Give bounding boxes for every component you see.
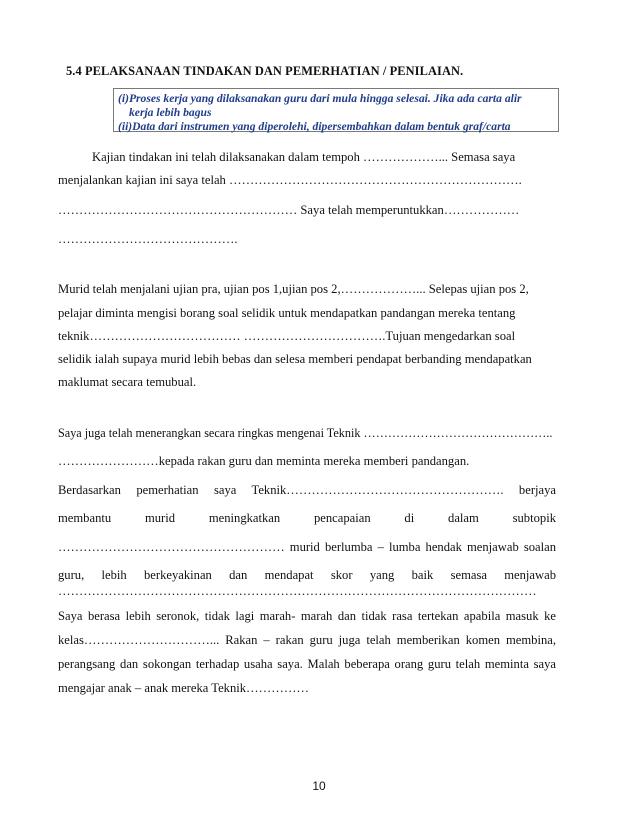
para2-line-4: selidik ialah supaya murid lebih bebas dan selesa memberi pendapat berbanding mendapatkan <box>58 352 532 366</box>
para3-line-5: ……………………………………………… murid berlumba – lumba hendak menjawab soalan <box>58 540 556 554</box>
para3-line-1: Saya juga telah menerangkan secara ringkas mengenai Teknik ……………………………………….. <box>58 426 553 440</box>
para3-line-4: membantu murid meningkatkan pencapaian di dalam subtopik <box>58 511 556 525</box>
para3-line-3: Berdasarkan pemerhatian saya Teknik……………………………………………. berjaya <box>58 483 556 497</box>
para3-line-2: ……………………kepada rakan guru dan meminta mereka memberi pandangan. <box>58 454 470 468</box>
para1-line-4: ……………………………………. <box>58 232 238 246</box>
para2-line-3: teknik……………………………… …………………………….Tujuan mengedarkan soal <box>58 329 516 343</box>
page-number: 10 <box>312 779 326 793</box>
para1-line-3: ………………………………………………… Saya telah memperuntukkan……………… <box>58 203 520 217</box>
para1-line-2: menjalankan kajian ini saya telah ……………………………………………………………. <box>58 173 522 187</box>
para3-line-6: guru, lebih berkeyakinan dan mendapat skor yang baik semasa menjawab <box>58 568 556 582</box>
para3-line-11: mengajar anak – anak mereka Teknik…………… <box>58 681 310 695</box>
para3-line-9: kelas…………………………... Rakan – rakan guru juga telah memberikan komen membina, <box>58 633 556 647</box>
para3-line-7: …………………………………………………………………………………………………… <box>58 584 537 598</box>
instruction-box <box>113 88 559 132</box>
para2-line-2: pelajar diminta mengisi borang soal selidik untuk mendapatkan pandangan mereka tentang <box>58 306 516 320</box>
instruction-note-1: (i)Proses kerja yang dilaksanakan guru dari mula hingga selesai. Jika ada carta alir <box>118 92 522 105</box>
instruction-note-2: (ii)Data dari instrumen yang diperolehi, dipersembahkan dalam bentuk graf/carta <box>118 120 511 133</box>
para2-line-1: Murid telah menjalani ujian pra, ujian pos 1,ujian pos 2,………………... Selepas ujian pos 2, <box>58 282 529 296</box>
para1-line-1: Kajian tindakan ini telah dilaksanakan dalam tempoh ………………... Semasa saya <box>92 150 516 164</box>
para3-line-8: Saya berasa lebih seronok, tidak lagi marah- marah dan tidak rasa tertekan apabila masuk ke <box>58 609 556 623</box>
instruction-note-1-cont: kerja lebih bagus <box>129 106 212 119</box>
para3-line-10: perangsang dan sokongan terhadap usaha saya. Malah beberapa orang guru telah meminta saya <box>58 657 556 671</box>
section-heading: 5.4 PELAKSANAAN TINDAKAN DAN PEMERHATIAN / PENILAIAN. <box>66 64 464 78</box>
para2-line-5: maklumat secara temubual. <box>58 375 197 389</box>
